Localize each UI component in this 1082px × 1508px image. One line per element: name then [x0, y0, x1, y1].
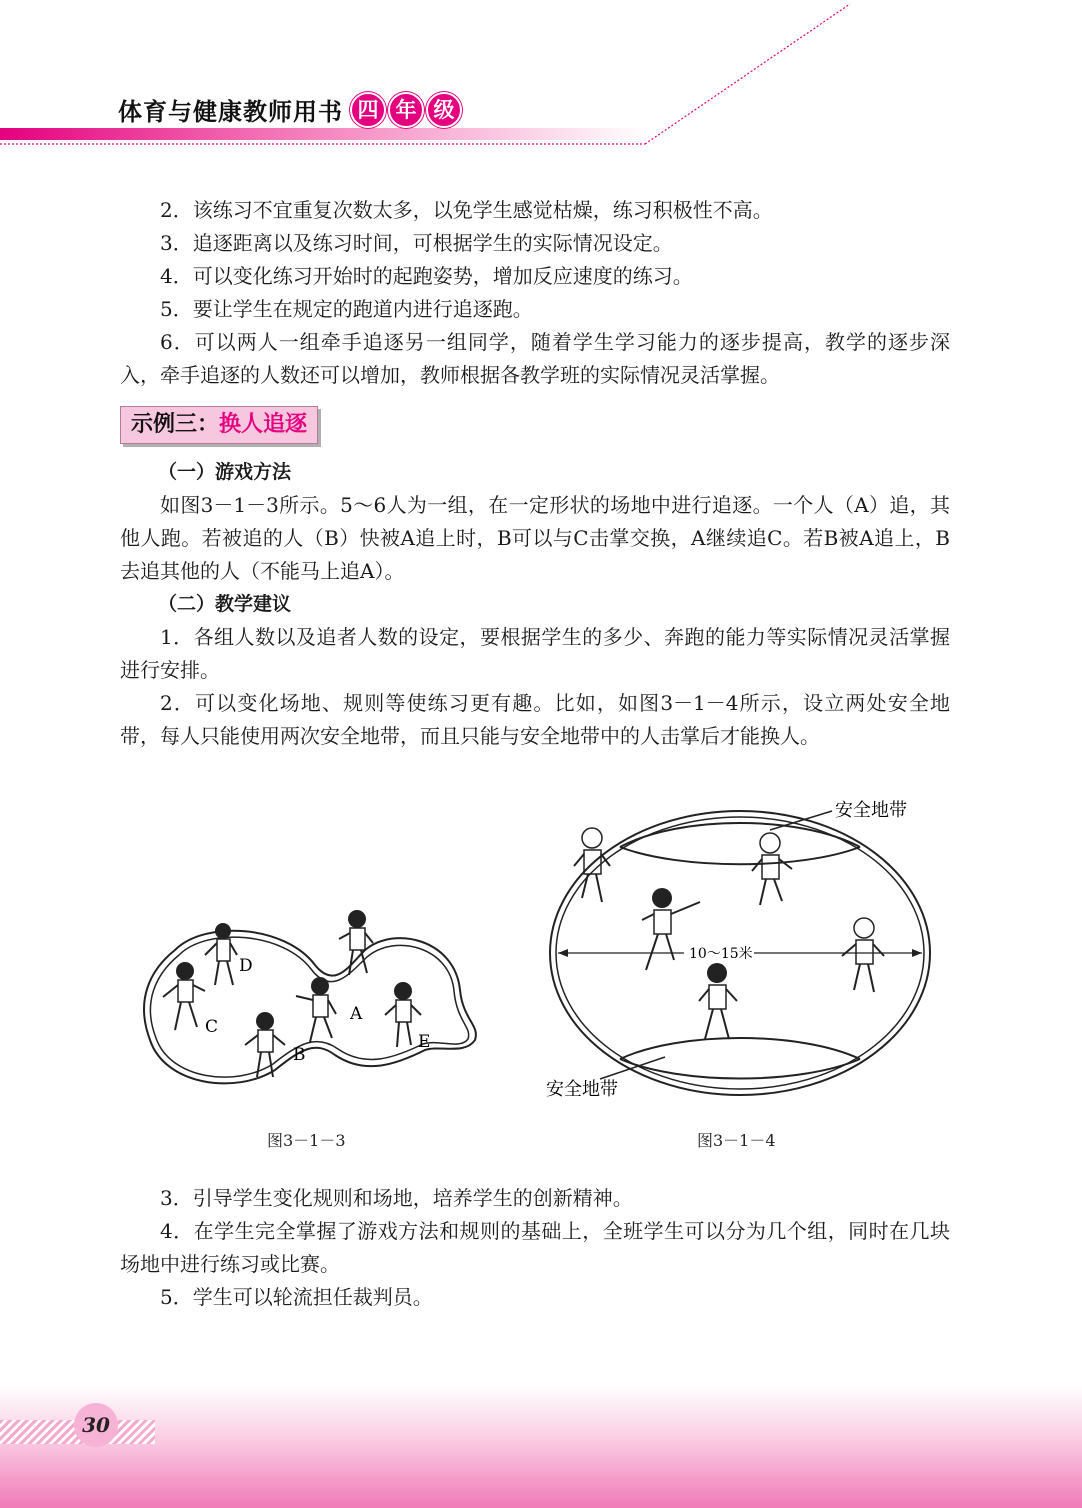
paragraph: 5．要让学生在规定的跑道内进行追逐跑。 [160, 297, 533, 321]
paragraph: 6．可以两人一组牵手追逐另一组同学，随着学生学习能力的逐步提高，教学的逐步深入，牵手追逐的人数还可以增加，教师根据各教学班的实际情况灵活掌握。 [120, 330, 950, 387]
paragraph: 如图3－1－3所示。5～6人为一组，在一定形状的场地中进行追逐。一个人（A）追，其他人跑。若被追的人（B）快被A追上时，B可以与C击掌交换，A继续追C。若B被A追上，B去追其他的人（不能马上追A）。 [120, 493, 950, 583]
paragraph: 2．该练习不宜重复次数太多，以免学生感觉枯燥，练习积极性不高。 [160, 198, 773, 222]
paragraph: 5．学生可以轮流担任裁判员。 [160, 1285, 433, 1309]
child-illustration [699, 963, 737, 1039]
label-e: E [418, 1032, 431, 1052]
section-heading: （二）教学建议 [158, 593, 292, 615]
page-header [0, 0, 1082, 150]
figure-3-1-4 [540, 795, 960, 1105]
book-title: 体育与健康教师用书 [118, 98, 343, 126]
paragraph: 3．追逐距离以及练习时间，可根据学生的实际情况设定。 [160, 231, 673, 255]
paragraph: 1．各组人数以及追者人数的设定，要根据学生的多少、奔跑的能力等实际情况灵活掌握进行安排。 [120, 625, 950, 682]
grade-char: 年 [388, 92, 424, 128]
paragraph: 2．可以变化场地、规则等使练习更有趣。比如，如图3－1－4所示，设立两处安全地带，每人只能使用两次安全地带，而且只能与安全地带中的人击掌后才能换人。 [120, 691, 950, 748]
safe-zone-label-top: 安全地带 [835, 800, 907, 821]
child-c-illustration [163, 962, 205, 1030]
paragraph: 4．可以变化练习开始时的起跑姿势，增加反应速度的练习。 [160, 264, 693, 288]
grade-badge [350, 92, 462, 128]
page-number: 30 [74, 1403, 118, 1447]
bottom-text [120, 1182, 950, 1314]
section-heading: （一）游戏方法 [158, 461, 292, 483]
paragraph: 4．在学生完全掌握了游戏方法和规则的基础上，全班学生可以分为几个组，同时在几块场地中进行练习或比赛。 [120, 1219, 950, 1276]
paragraph: 3．引导学生变化规则和场地，培养学生的创新精神。 [160, 1186, 633, 1210]
label-b: B [293, 1045, 306, 1065]
page-footer [0, 1385, 1082, 1508]
example-name: 换人追逐 [219, 412, 308, 437]
child-top-illustration [339, 910, 373, 975]
distance-label: 10～15米 [689, 946, 753, 962]
figure-caption: 图3－1－4 [697, 1131, 776, 1150]
grade-char: 四 [350, 92, 386, 128]
child-a-illustration [296, 977, 336, 1042]
example-label: 示例三： [131, 412, 220, 437]
figure-caption: 图3－1－3 [267, 1131, 346, 1150]
label-d: D [239, 956, 253, 976]
label-a: A [350, 1004, 363, 1024]
example-heading [120, 406, 318, 444]
child-illustration [752, 833, 792, 905]
section-text [120, 456, 950, 753]
child-illustration [842, 918, 884, 992]
top-text [120, 194, 950, 392]
grade-char: 级 [426, 92, 462, 128]
figure-3-1-3 [135, 905, 485, 1100]
child-e-illustration [385, 982, 421, 1047]
label-c: C [205, 1017, 219, 1037]
safe-zone-label-bottom: 安全地带 [546, 1079, 618, 1100]
header-bar [0, 128, 650, 140]
